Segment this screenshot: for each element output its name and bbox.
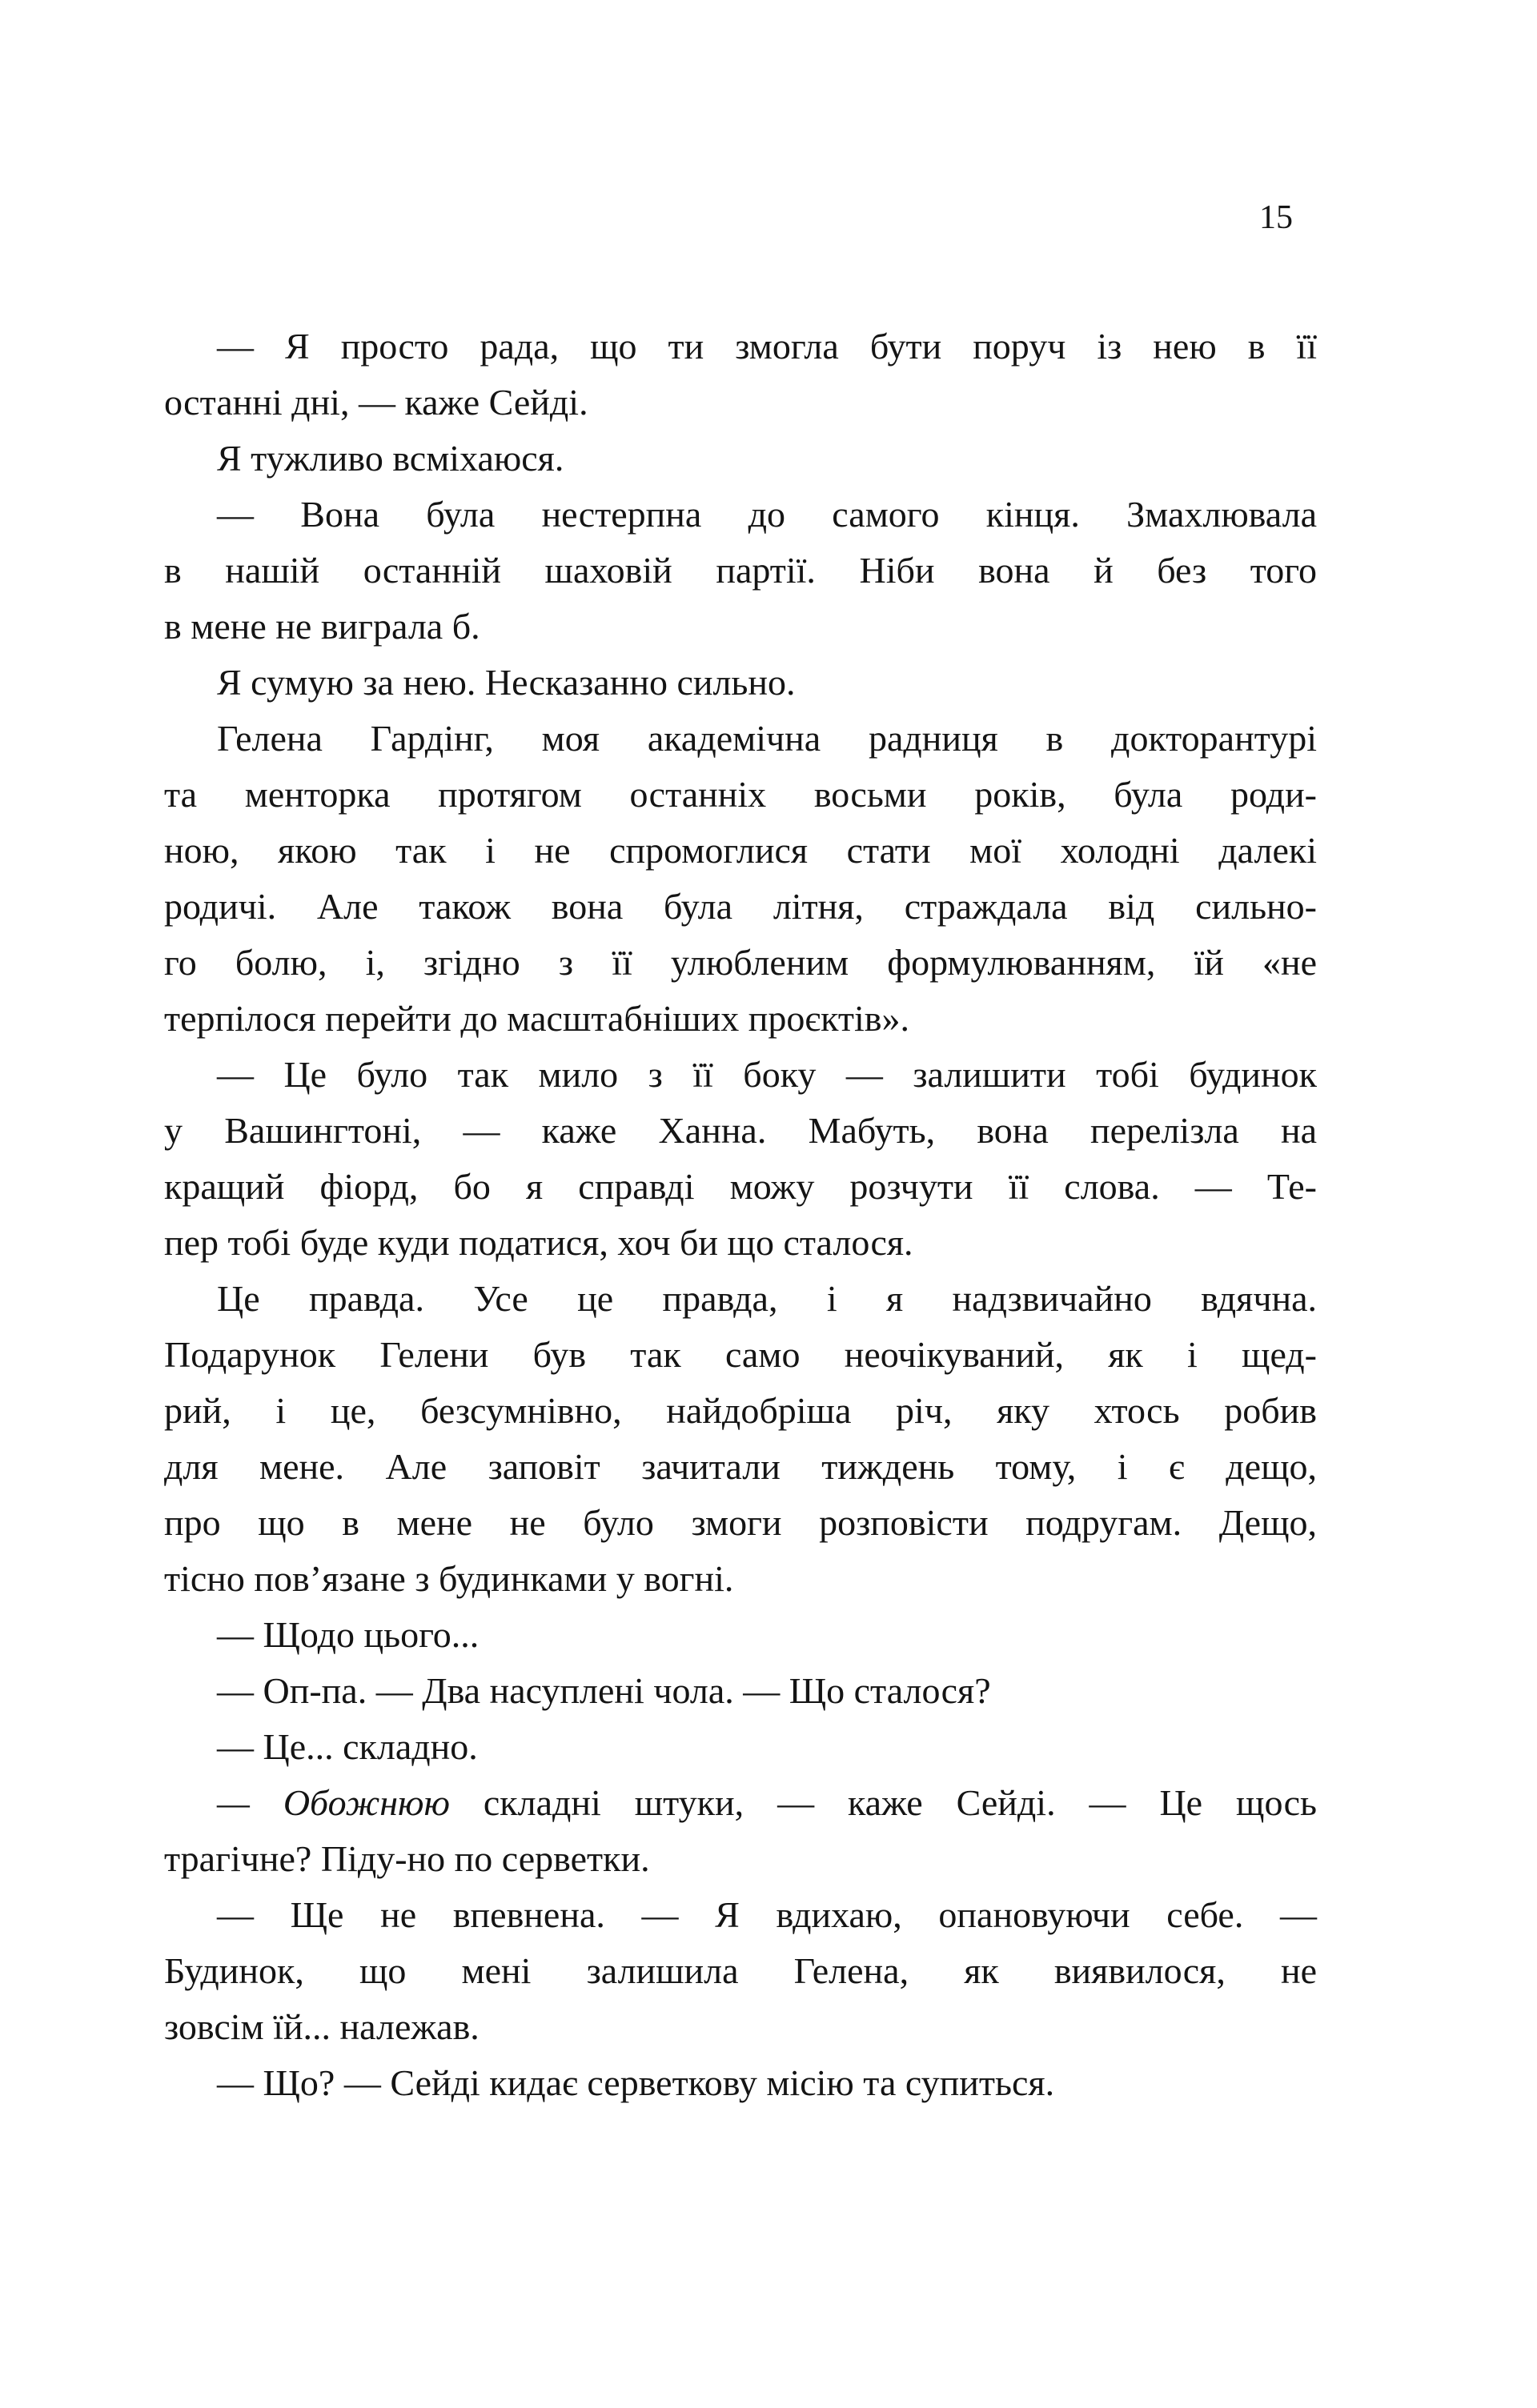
- text-block: [164, 319, 1317, 2111]
- text-line: пер тобі буде куди податися, хоч би що сталося.: [164, 1222, 913, 1263]
- text-line: ною, якою так і не спромоглися стати мої холодні далекі: [164, 830, 1317, 871]
- text-line: для мене. Але заповіт зачитали тиждень тому, і є дещо,: [164, 1446, 1317, 1487]
- text-line: — Ще не впевнена. — Я вдихаю, опановуючи себе. —: [217, 1894, 1317, 1935]
- text-line: терпілося перейти до масштабніших проєктів».: [164, 998, 909, 1039]
- text-line: тісно пов’язане з будинками у вогні.: [164, 1558, 734, 1599]
- text-line: трагічне? Піду-но по серветки.: [164, 1838, 650, 1879]
- text-line: останні дні, — каже Сейді.: [164, 382, 588, 423]
- text-line: Я сумую за нею. Несказанно сильно.: [217, 662, 796, 703]
- text-line: — Оп-па. — Два насуплені чола. — Що сталося?: [217, 1670, 991, 1711]
- text-line: в нашій останній шаховій партії. Ніби вона й без того: [164, 550, 1317, 591]
- text-line: — Це... складно.: [217, 1726, 478, 1767]
- text-line: — Щодо цього...: [217, 1614, 480, 1655]
- text-line: [164, 1775, 1317, 1831]
- text-line: рий, і це, безсумнівно, найдобріша річ, яку хтось робив: [164, 1390, 1317, 1431]
- text-line: Подарунок Гелени був так само неочікуваний, як і щед-: [164, 1334, 1317, 1375]
- text-line: у Вашингтоні, — каже Ханна. Мабуть, вона перелізла на: [164, 1110, 1317, 1151]
- text-line: в мене не виграла б.: [164, 606, 480, 647]
- text-line: Будинок, що мені залишила Гелена, як виявилося, не: [164, 1950, 1317, 1991]
- text-line: — Що? — Сейді кидає серветкову місію та супиться.: [217, 2062, 1055, 2103]
- text-line: Я тужливо всміхаюся.: [217, 438, 564, 479]
- text-line: Гелена Гардінг, моя академічна радниця в докторантурі: [217, 718, 1317, 759]
- text-line: — Вона була нестерпна до самого кінця. Змахлювала: [217, 494, 1317, 535]
- text-line: — Це було так мило з її боку — залишити тобі будинок: [217, 1054, 1317, 1095]
- text-line: кращий фіорд, бо я справді можу розчути її слова. — Те-: [164, 1166, 1317, 1207]
- text-line: — Я просто рада, що ти змогла бути поруч із нею в її: [217, 326, 1317, 367]
- text-line: Це правда. Усе це правда, і я надзвичайно вдячна.: [217, 1278, 1317, 1319]
- text-line: про що в мене не було змоги розповісти подругам. Дещо,: [164, 1502, 1317, 1543]
- page-number: 15: [1259, 199, 1293, 236]
- text-line: го болю, і, згідно з її улюбленим формулюванням, їй «не: [164, 942, 1317, 983]
- emphasized-word: — Обожнюю: [217, 1782, 450, 1823]
- text-line: зовсім їй... належав.: [164, 2006, 480, 2047]
- text-line: та менторка протягом останніх восьми років, була роди-: [164, 774, 1317, 815]
- text-line-rest: складні штуки, — каже Сейді. — Це щось: [449, 1782, 1317, 1823]
- text-line: родичі. Але також вона була літня, страждала від сильно-: [164, 886, 1317, 927]
